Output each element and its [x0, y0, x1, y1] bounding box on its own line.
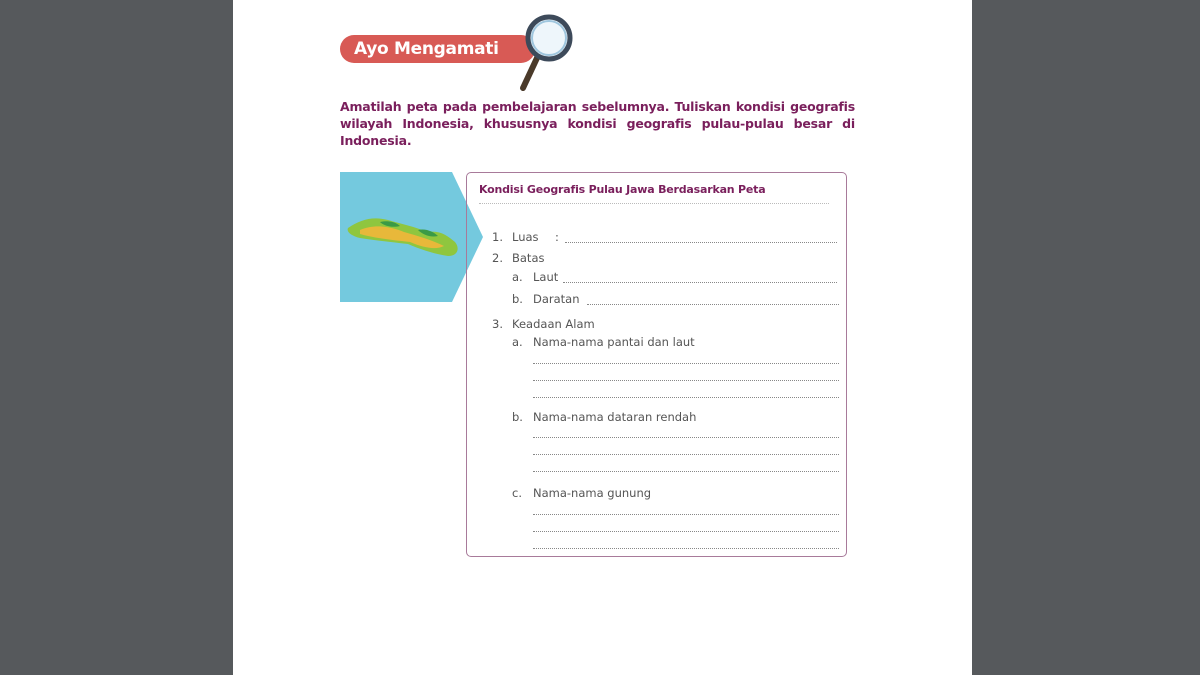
section-badge: Ayo Mengamati — [340, 35, 535, 63]
sub-letter: a. — [512, 270, 523, 284]
sub-label-dataran-rendah: Nama-nama dataran rendah — [533, 410, 697, 424]
answer-line[interactable] — [533, 454, 839, 455]
answer-line-daratan[interactable] — [587, 304, 839, 305]
item-number: 1. — [492, 230, 503, 244]
answer-line[interactable] — [533, 363, 839, 364]
answer-line[interactable] — [533, 397, 839, 398]
worksheet-title: Kondisi Geografis Pulau Jawa Berdasarkan Peta — [479, 183, 766, 196]
answer-line[interactable] — [533, 548, 839, 549]
answer-line-laut[interactable] — [563, 282, 837, 283]
java-map — [340, 172, 485, 303]
item-label-batas: Batas — [512, 251, 545, 265]
sub-letter: b. — [512, 410, 523, 424]
answer-line[interactable] — [533, 471, 839, 472]
sub-label-laut: Laut — [533, 270, 559, 284]
sub-letter: c. — [512, 486, 522, 500]
answer-line[interactable] — [533, 380, 839, 381]
answer-line[interactable] — [533, 531, 839, 532]
item-label-luas: Luas — [512, 230, 539, 244]
worksheet-box — [466, 172, 847, 557]
item-number: 3. — [492, 317, 503, 331]
sub-letter: b. — [512, 292, 523, 306]
instruction-text: Amatilah peta pada pembelajaran sebelumnya. Tuliskan kondisi geografis wilayah Indonesia, khususnya kondisi geografis pulau-pulau besar di Indonesia. — [340, 99, 855, 148]
sub-label-gunung: Nama-nama gunung — [533, 486, 652, 500]
separator: : — [555, 230, 559, 244]
magnifier-icon — [513, 8, 577, 92]
title-divider — [479, 203, 829, 204]
sub-label-daratan: Daratan — [533, 292, 580, 306]
item-label-keadaan-alam: Keadaan Alam — [512, 317, 595, 331]
sub-label-pantai-laut: Nama-nama pantai dan laut — [533, 335, 695, 349]
document-page — [233, 0, 972, 675]
answer-line[interactable] — [533, 437, 839, 438]
answer-line[interactable] — [533, 514, 839, 515]
answer-line-luas[interactable] — [565, 242, 837, 243]
sub-letter: a. — [512, 335, 523, 349]
item-number: 2. — [492, 251, 503, 265]
